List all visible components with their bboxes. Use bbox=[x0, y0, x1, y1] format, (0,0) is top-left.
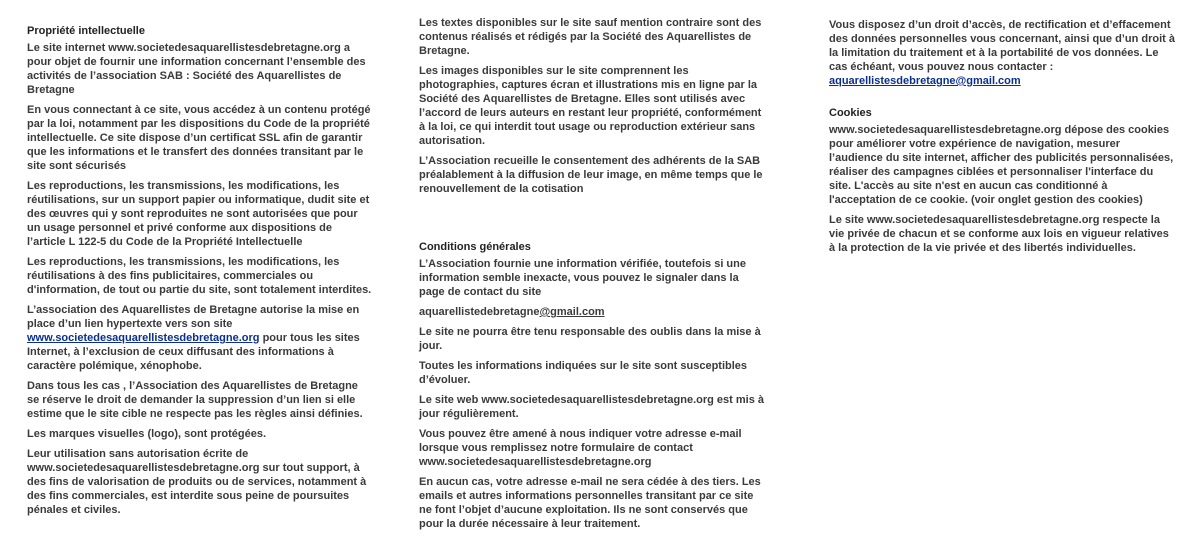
paragraph: Les reproductions, les transmissions, les modifications, les réutilisations à des fins publicitaires, commerciales ou d'information, de tout ou partie du site, sont totalement interdites. bbox=[27, 256, 372, 296]
column-cookies bbox=[829, 18, 1175, 261]
paragraph: Vous pouvez être amené à nous indiquer votre adresse e-mail lorsque vous remplissez notre formulaire de contact www.societedesaquarellistesdebretagne.org bbox=[419, 428, 742, 468]
paragraph-hyperlink-policy bbox=[27, 303, 372, 373]
paragraph: Dans tous les cas , l’Association des Aquarellistes de Bretagne se réserve le droit de demander la suppression d’un lien si elle estime que le site cible ne respecte pas les règles ainsi définies. bbox=[27, 380, 363, 420]
site-link[interactable]: www.societedesaquarellistesdebretagne.org bbox=[27, 332, 260, 344]
paragraph: Le site ne pourra être tenu responsable des oublis dans la mise à jour. bbox=[419, 326, 761, 352]
paragraph: L’Association recueille le consentement des adhérents de la SAB préalablement à la diffusion de leur image, en même temps que le renouvellement de la cotisation bbox=[419, 155, 763, 195]
contact-email-link[interactable]: aquarellistesdebretagne@gmail.com bbox=[829, 75, 1021, 87]
paragraph: Le site web www.societedesaquarellistesdebretagne.org est mis à jour régulièrement. bbox=[419, 394, 764, 420]
spacer bbox=[419, 202, 765, 240]
paragraph: Les reproductions, les transmissions, les modifications, les réutilisations, sur un support papier ou informatique, dudit site et des œuvres qui y sont reproduites ne sont autorisées que pour un usage personnel et privé conforme aux dispositions de l’article L 122-5 du Code de la Propriété Intellectuelle bbox=[27, 180, 370, 248]
section-heading-general-conditions: Conditions générales bbox=[419, 241, 531, 253]
section-heading-intellectual-property: Propriété intellectuelle bbox=[27, 25, 145, 37]
paragraph: Les images disponibles sur le site comprennent les photographies, captures écran et illustrations mis en ligne par la Société des Aquarellistes de Bretagne. Elles sont utilisés avec l’accord de leurs auteurs en restant leur propriété, conformément à la loi, ce qui interdit tout usage ou reproduction extérieur sans autorisation. bbox=[419, 65, 762, 147]
paragraph: En vous connectant à ce site, vous accédez à un contenu protégé par la loi, notamment par les dispositions du Code de la propriété intellectuelle. Ce site dispose d’un certificat SSL afin de garantir que les informations et le transfert des données transitant par le site sont sécurisés bbox=[27, 104, 371, 172]
section-heading-cookies: Cookies bbox=[829, 107, 872, 119]
paragraph: Toutes les informations indiquées sur le site sont susceptibles d’évoluer. bbox=[419, 360, 748, 386]
column-intellectual-property bbox=[27, 24, 372, 523]
contact-email bbox=[419, 305, 765, 319]
spacer bbox=[829, 88, 1175, 106]
text: aquarellistedebretagne bbox=[419, 306, 540, 318]
text: L’association des Aquarellistes de Bretagne autorise la mise en place d’un lien hypertexte vers son site bbox=[27, 304, 360, 330]
column-general-conditions bbox=[419, 16, 765, 537]
paragraph: Les marques visuelles (logo), sont protégées. bbox=[27, 428, 267, 440]
paragraph: www.societedesaquarellistesdebretagne.org dépose des cookies pour améliorer votre expérience de navigation, mesurer l’audience du site internet, afficher des publicités personnalisées, réaliser des campagnes ciblées et personnaliser l'interface du site. L'accès au site n'est en aucun cas conditionné à l'acceptation de ce cookie. (voir onglet gestion des cookies) bbox=[829, 124, 1174, 206]
text: Vous disposez d’un droit d’accès, de rectification et d’effacement des données personnelles vous concernant, ainsi que d’un droit à la limitation du traitement et à la portabilité de vos données. Le cas échéant, vous pouvez nous contacter : bbox=[829, 19, 1175, 73]
paragraph: En aucun cas, votre adresse e-mail ne sera cédée à des tiers. Les emails et autres informations personnelles transitant par ce site ne font l’objet d’aucune exploitation. Ils ne sont conservés que pour la durée nécessaire à leur traitement. bbox=[419, 476, 761, 530]
paragraph: Le site www.societedesaquarellistesdebretagne.org respecte la vie privée de chacun et se conforme aux lois en vigueur relatives à la protection de la vie privée et des libertés individuelles. bbox=[829, 214, 1169, 254]
paragraph bbox=[829, 18, 1175, 88]
email-link[interactable]: @gmail.com bbox=[539, 306, 605, 318]
paragraph: L’Association fournie une information vérifiée, toutefois si une information semble inexacte, vous pouvez le signaler dans la page de contact du site bbox=[419, 258, 746, 298]
paragraph: Les textes disponibles sur le site sauf mention contraire sont des contenus réalisés et rédigés par la Société des Aquarellistes de Bretagne. bbox=[419, 17, 762, 57]
paragraph: Leur utilisation sans autorisation écrite de www.societedesaquarellistesdebretagne.org sur tout support, à des fins de valorisation de produits ou de services, notamment à des fins commerciales, est interdite sous peine de poursuites pénales et civiles. bbox=[27, 448, 367, 516]
text: pour tous les sites Internet, à l’exclusion de ceux diffusant des informations à caractère polémique, xénophobe. bbox=[27, 332, 360, 372]
paragraph: Le site internet www.societedesaquarellistesdebretagne.org a pour objet de fournir une information concernant l’ensemble des activités de l’association SAB : Société des Aquarellistes de Bretagne bbox=[27, 42, 366, 96]
